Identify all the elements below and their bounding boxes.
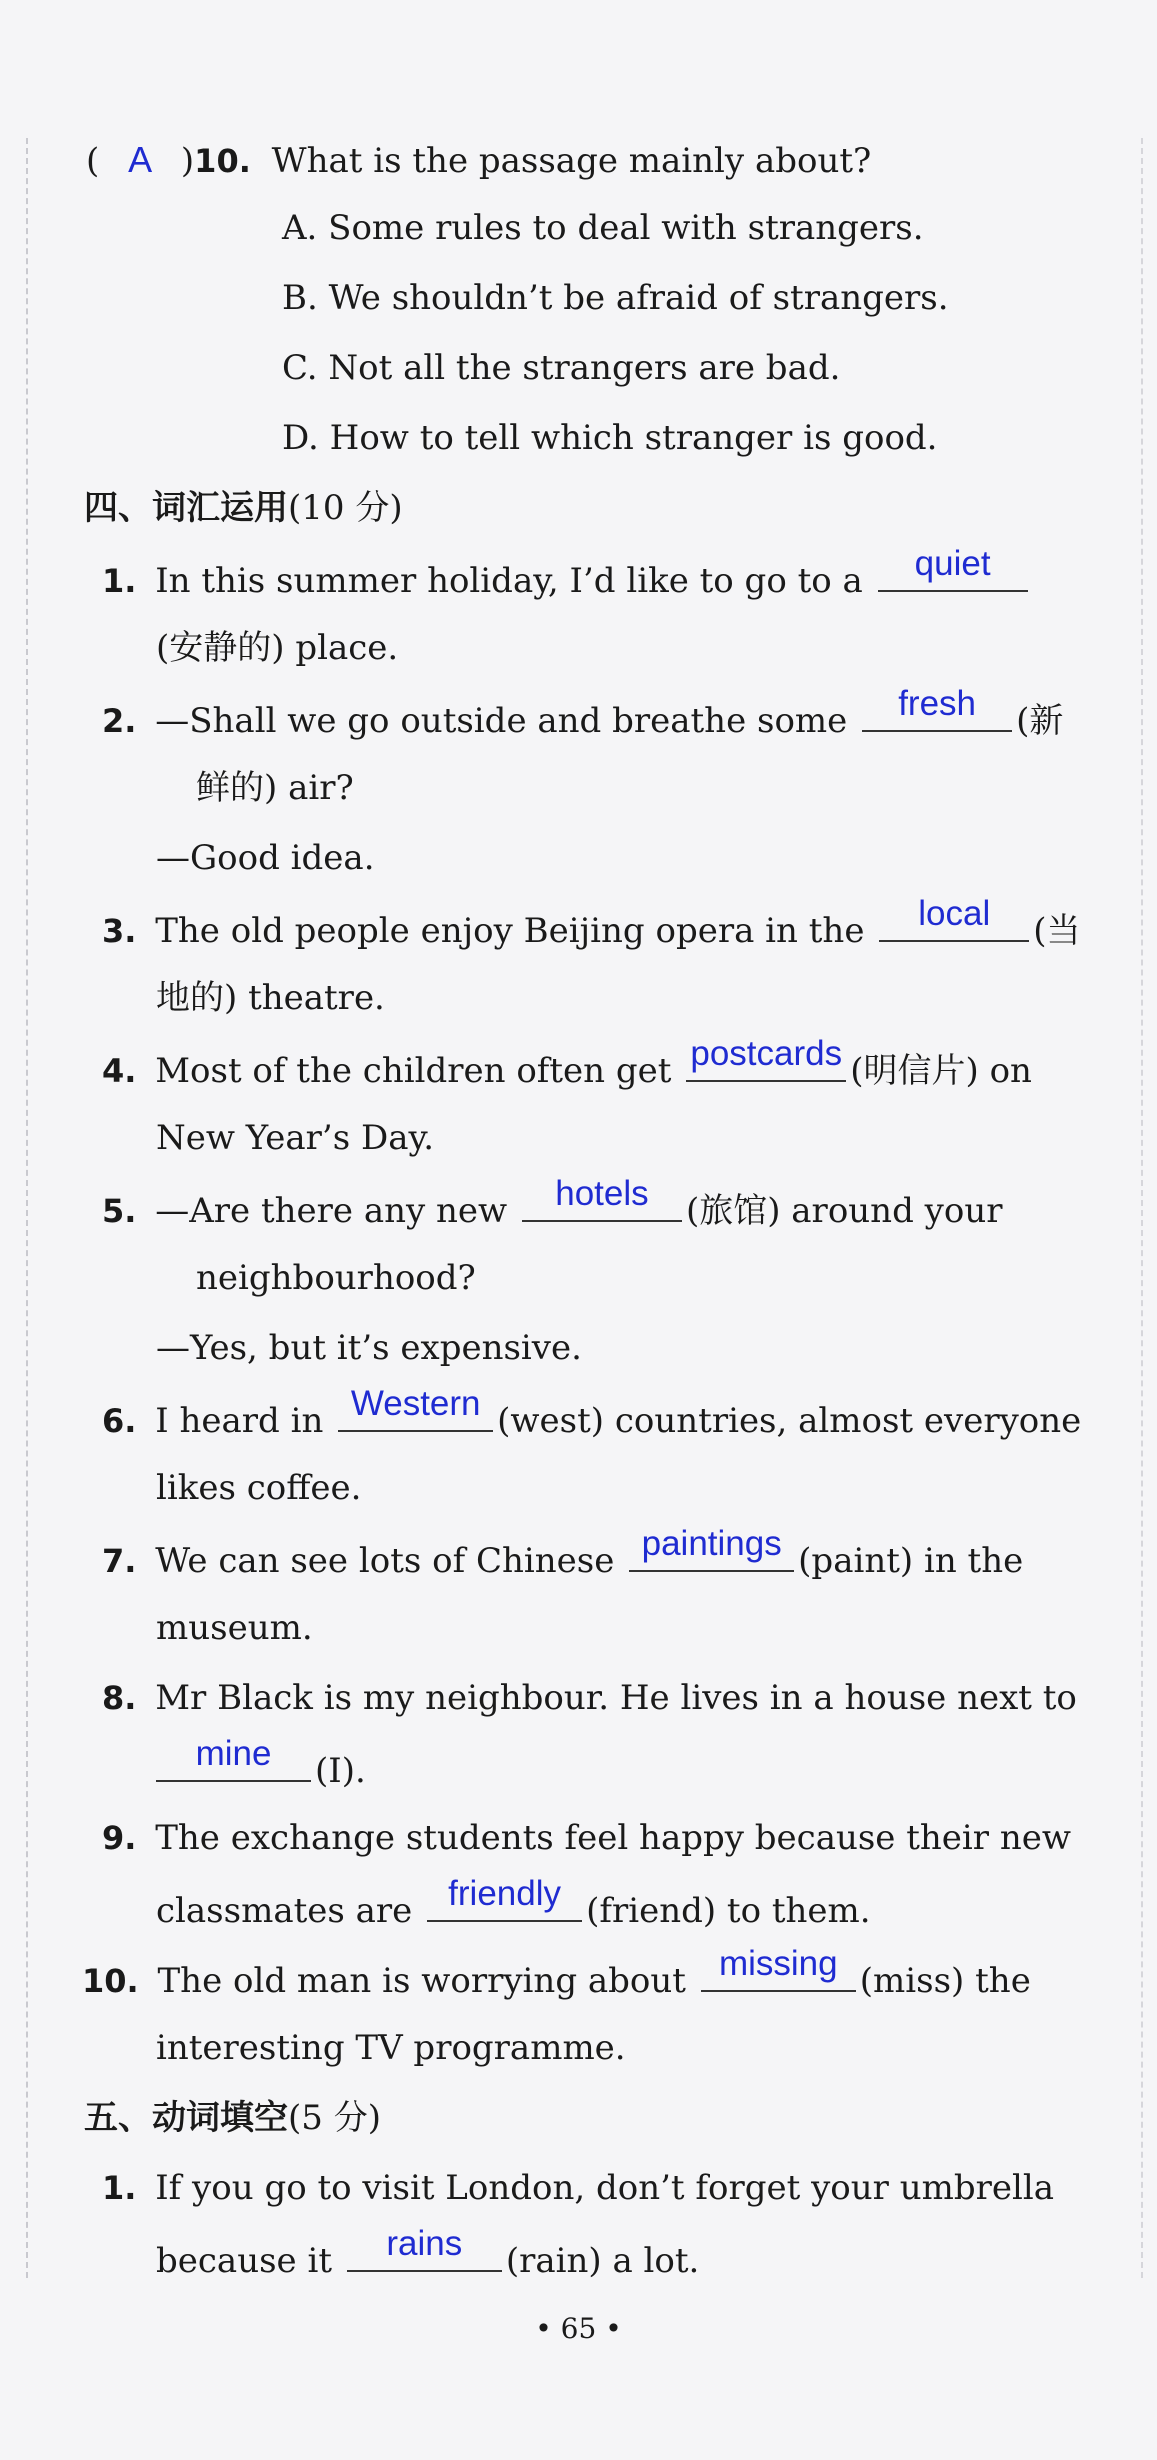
vocab-item-10-cont: interesting TV programme. xyxy=(156,2028,626,2068)
vocab-item-4-cont: New Year’s Day. xyxy=(156,1118,435,1158)
page-number: • 65 • xyxy=(535,2312,622,2345)
vocab-item-5-reply: —Yes, but it’s expensive. xyxy=(156,1328,582,1368)
answer-blank: fresh xyxy=(862,696,1012,732)
vocab-item-9: 9. The exchange students feel happy because their new xyxy=(102,1818,1071,1858)
vocab-item-5: 5. —Are there any new hotels (旅馆) around your xyxy=(102,1174,1003,1231)
option-b: B. We shouldn’t be afraid of strangers. xyxy=(282,278,949,318)
question-10-stem: What is the passage mainly about? xyxy=(271,141,872,181)
answer-blank: friendly xyxy=(427,1886,582,1922)
right-margin-line xyxy=(1141,138,1143,2278)
vocab-item-7: 7. We can see lots of Chinese paintings (paint) in the xyxy=(102,1524,1024,1581)
vocab-item-6-cont: likes coffee. xyxy=(156,1468,362,1508)
option-a: A. Some rules to deal with strangers. xyxy=(282,208,924,248)
section-4-heading: 四、词汇运用(10 分) xyxy=(84,488,403,528)
vocab-item-10: 10. The old man is worrying about missing (miss) the xyxy=(82,1944,1031,2001)
answer-blank: hotels xyxy=(522,1186,682,1222)
verb-item-1-cont: because it rains (rain) a lot. xyxy=(156,2224,700,2281)
answer-blank: quiet xyxy=(878,556,1028,592)
question-10-answer: A xyxy=(128,139,153,180)
answer-blank: Western xyxy=(338,1396,493,1432)
vocab-item-6: 6. I heard in Western (west) countries, almost everyone xyxy=(102,1384,1082,1441)
vocab-item-8: 8. Mr Black is my neighbour. He lives in a house next to xyxy=(102,1678,1077,1718)
option-d: D. How to tell which stranger is good. xyxy=(282,418,938,458)
answer-blank: local xyxy=(879,906,1029,942)
vocab-item-7-cont: museum. xyxy=(156,1608,313,1648)
vocab-item-8-cont: mine (I). xyxy=(156,1746,366,1793)
question-10: ( A )10. What is the passage mainly about? xyxy=(86,139,872,181)
left-margin-line xyxy=(26,138,28,2278)
vocab-item-5-cont: neighbourhood? xyxy=(196,1258,476,1298)
vocab-item-2-cont: 鲜的) air? xyxy=(196,768,354,808)
vocab-item-1-cont: (安静的) place. xyxy=(156,628,399,668)
answer-blank: paintings xyxy=(629,1536,794,1572)
vocab-item-3-cont: 地的) theatre. xyxy=(156,978,385,1018)
option-c: C. Not all the strangers are bad. xyxy=(282,348,841,388)
vocab-item-9-cont: classmates are friendly (friend) to them. xyxy=(156,1874,871,1931)
answer-blank: missing xyxy=(701,1956,856,1992)
vocab-item-3: 3. The old people enjoy Beijing opera in the local (当 xyxy=(102,894,1081,951)
vocab-item-4: 4. Most of the children often get postcards (明信片) on xyxy=(102,1034,1032,1091)
vocab-item-2-reply: —Good idea. xyxy=(156,838,375,878)
vocab-item-2: 2. —Shall we go outside and breathe some fresh (新 xyxy=(102,684,1064,741)
verb-item-1: 1. If you go to visit London, don’t forget your umbrella xyxy=(102,2168,1054,2208)
answer-blank: rains xyxy=(347,2236,502,2272)
vocab-item-1: 1. In this summer holiday, I’d like to go to a quiet xyxy=(102,556,1032,603)
section-5-heading: 五、动词填空(5 分) xyxy=(84,2098,381,2138)
answer-blank: mine xyxy=(156,1746,311,1782)
answer-blank: postcards xyxy=(686,1046,846,1082)
